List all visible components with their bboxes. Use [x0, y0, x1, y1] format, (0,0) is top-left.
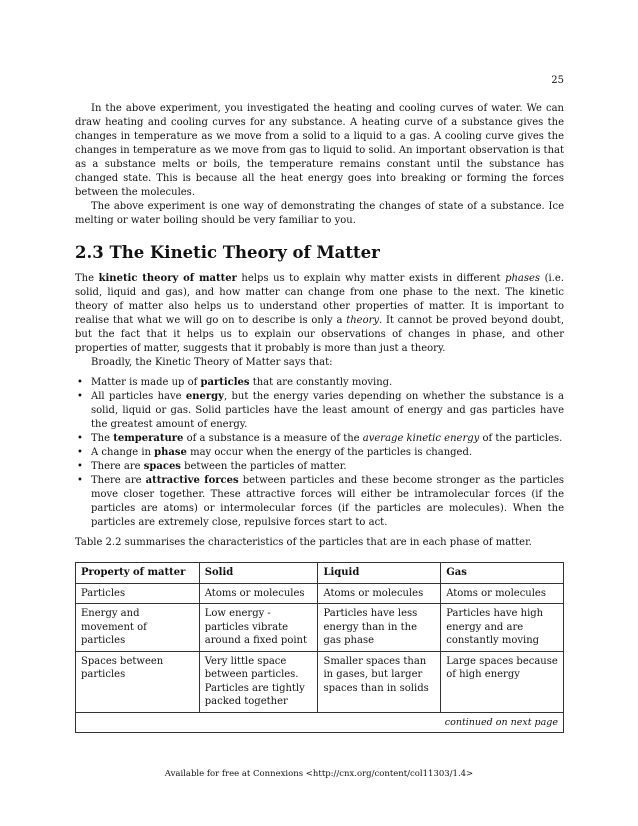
italic-term: average kinetic energy	[362, 433, 480, 444]
text-span: (i.e. solid, liquid and gas), and how matter can change from one phase to the next. The kinetic theory of matter also helps us to understand other properties of matter. It is important to realise that what we will go on to describe is only a	[75, 273, 564, 326]
table-cell: Atoms or molecules	[441, 583, 564, 604]
text-span: Matter is made up of	[91, 377, 201, 388]
bold-term: spaces	[143, 461, 181, 472]
table-cell: Particles have high energy and are constantly moving	[441, 604, 564, 652]
kinetic-theory-paragraph	[75, 272, 564, 356]
page-number: 25	[551, 75, 564, 86]
bold-term: particles	[200, 377, 250, 388]
phase-properties-table	[75, 562, 564, 733]
text-span: The	[75, 273, 99, 284]
italic-term-theory: theory	[346, 315, 380, 326]
column-header: Liquid	[318, 563, 441, 584]
column-header: Property of matter	[76, 563, 200, 584]
continued-note: continued on next page	[76, 712, 564, 733]
page-footer: Available for free at Connexions <http://cnx.org/content/col11303/1.4>	[164, 769, 474, 779]
table-cell: Spaces between particles	[76, 651, 200, 712]
text-span: that are constantly moving.	[249, 377, 393, 388]
table-continued-row	[76, 712, 564, 733]
page-content	[75, 102, 564, 733]
column-header: Gas	[441, 563, 564, 584]
text-span: A change in	[91, 447, 155, 458]
intro-paragraph-2: The above experiment is one way of demonstrating the changes of state of a substance. Ice melting or water boiling should be very familiar to you.	[75, 201, 564, 226]
italic-term-phases: phases	[505, 273, 541, 284]
table-cell: Large spaces because of high energy	[441, 651, 564, 712]
bullet-item	[75, 446, 564, 460]
text-span: between the particles of matter.	[180, 461, 347, 472]
bold-term: energy	[185, 391, 224, 402]
text-span: of a substance is a measure of the	[183, 433, 363, 444]
column-header: Solid	[199, 563, 318, 584]
table-cell: Atoms or molecules	[199, 583, 318, 604]
bold-term: temperature	[113, 433, 184, 444]
bold-term: attractive forces	[145, 475, 239, 486]
table-cell: Particles	[76, 583, 200, 604]
bullet-item	[75, 460, 564, 474]
table-cell: Smaller spaces than in gases, but larger spaces than in solids	[318, 651, 441, 712]
table-cell: Low energy - particles vibrate around a fixed point	[199, 604, 318, 652]
bullet-item	[75, 432, 564, 446]
bullet-item	[75, 376, 564, 390]
table-cell: Very little space between particles. Particles are tightly packed together	[199, 651, 318, 712]
text-span: , but the energy varies depending on whether the substance is a solid, liquid or gas. Solid particles have the least amount of energy and gas particles have the greatest amount of energy.	[91, 391, 564, 430]
text-span: may occur when the energy of the particles is changed.	[186, 447, 473, 458]
table-cell: Energy and movement of particles	[76, 604, 200, 652]
text-span: of the particles.	[479, 433, 563, 444]
table-cell: Particles have less energy than in the gas phase	[318, 604, 441, 652]
text-span: There are	[91, 461, 144, 472]
text-span: All particles have	[91, 391, 186, 402]
bold-term: phase	[154, 447, 187, 458]
text-span: between particles and these become stronger as the particles move closer together. These attractive forces will either be intramolecular forces (if the particles are atoms) or intermolecular forces (if the particles are molecules). When the particles are extremely close, repulsive forces start to act.	[91, 475, 564, 528]
section-heading: 2.3 The Kinetic Theory of Matter	[75, 243, 380, 262]
text-span: The	[91, 433, 114, 444]
text-span: There are	[91, 475, 146, 486]
kinetic-theory-bullet-list	[75, 376, 564, 530]
text-span: helps us to explain why matter exists in different	[236, 273, 506, 284]
table-row	[76, 583, 564, 604]
broadly-paragraph: Broadly, the Kinetic Theory of Matter says that:	[91, 357, 333, 368]
table-header-row	[76, 563, 564, 584]
text-span: . It cannot be proved beyond doubt, but the fact that it helps us to explain our observations of changes in phase, and other properties of matter, suggests that it probably is more than just a theory.	[75, 315, 565, 354]
bold-term-kinetic-theory: kinetic theory of matter	[98, 273, 237, 284]
table-intro-text: Table 2.2 summarises the characteristics of the particles that are in each phase of matter.	[75, 537, 532, 548]
bullet-item	[75, 390, 564, 432]
bullet-item	[75, 474, 564, 530]
table-row	[76, 604, 564, 652]
table-row	[76, 651, 564, 712]
intro-paragraph-1: In the above experiment, you investigated the heating and cooling curves of water. We can draw heating and cooling curves for any substance. A heating curve of a substance gives the changes in temperature as we move from a solid to a liquid to a gas. A cooling curve gives the changes in temperature as we move from gas to liquid to solid. An important observation is that as a substance melts or boils, the temperature remains constant until the substance has changed state. This is because all the heat energy goes into breaking or forming the forces between the molecules.	[75, 103, 564, 198]
table-cell: Atoms or molecules	[318, 583, 441, 604]
